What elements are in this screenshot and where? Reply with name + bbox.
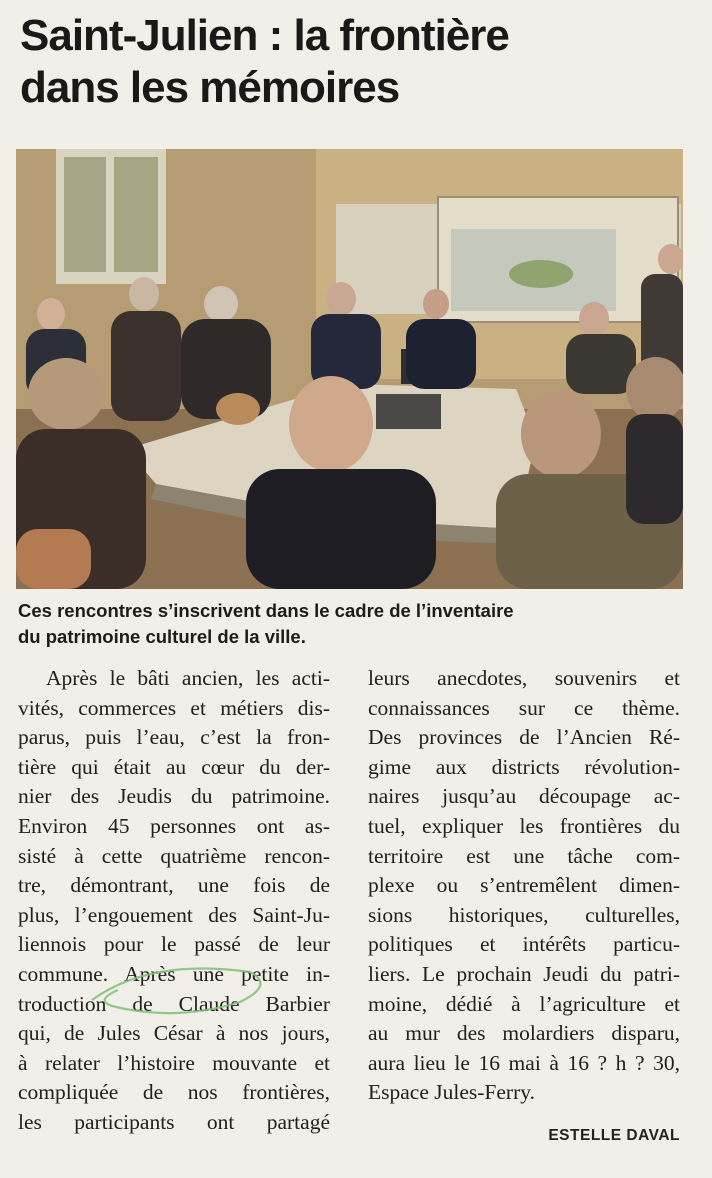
caption-line: Ces rencontres s’inscrivent dans le cadre de l’inventaire (18, 600, 514, 621)
text-line: territoire est une tâche com- (368, 843, 680, 868)
text-line: moine, dédié à l’agriculture et (368, 991, 680, 1016)
text-line: plus, l’engouement des Saint-Ju- (18, 902, 330, 927)
caption-line: du patrimoine culturel de la ville. (18, 626, 306, 647)
article-column-left (18, 664, 330, 1138)
text-line: Environ 45 personnes ont as- (18, 813, 330, 838)
headline-line-2: dans les mémoires (20, 63, 400, 112)
text-line: parus, puis l’eau, c’est la fron- (18, 725, 330, 750)
text-line: au mur des molardiers disparu, (368, 1021, 680, 1046)
text-line: sisté à cette quatrième rencon- (18, 843, 330, 868)
text-line: tuel, expliquer les frontières du (368, 813, 680, 838)
headline (20, 10, 700, 114)
text-line: compliquée de nos frontières, (18, 1080, 330, 1105)
text-line: nier des Jeudis du patrimoine. (18, 784, 330, 809)
text-line: tre, démontrant, une fois de (18, 873, 330, 898)
text-line: troduction de Claude Barbier (18, 991, 330, 1016)
text-line: sions historiques, culturelles, (368, 902, 680, 927)
headline-line-1: Saint-Julien : la frontière (20, 11, 509, 60)
article-photo (16, 149, 683, 589)
text-line: Après le bâti ancien, les acti- (46, 666, 330, 690)
text-line: naires jusqu’au découpage ac- (368, 784, 680, 809)
text-line: à relater l’histoire mouvante et (18, 1050, 330, 1075)
text-line: commune. Après une petite in- (18, 961, 330, 986)
text-line: aura lieu le 16 mai à 16 ? h ? 30, (368, 1050, 680, 1075)
photo-caption (18, 598, 688, 650)
text-line: qui, de Jules César à nos jours, (18, 1021, 330, 1046)
text-line: Espace Jules-Ferry. (368, 1080, 535, 1105)
article-column-right (368, 664, 680, 1108)
text-line: vités, commerces et métiers dis- (18, 695, 330, 720)
text-line: Des provinces de l’Ancien Ré- (368, 725, 680, 750)
text-line: connaissances sur ce thème. (368, 695, 680, 720)
text-line: tière qui était au cœur du der- (18, 754, 330, 779)
text-line: liers. Le prochain Jeudi du patri- (368, 961, 680, 986)
text-line: leurs anecdotes, souvenirs et (368, 666, 680, 690)
text-line: plexe ou s’entremêlent dimen- (368, 873, 680, 898)
text-line: liennois pour le passé de leur (18, 932, 330, 957)
text-line: les participants ont partagé (18, 1109, 330, 1134)
text-line: politiques et intérêts particu- (368, 932, 680, 957)
meeting-room-photo (16, 149, 683, 589)
author-byline: ESTELLE DAVAL (548, 1127, 680, 1144)
text-line: gime aux districts révolution- (368, 754, 680, 779)
